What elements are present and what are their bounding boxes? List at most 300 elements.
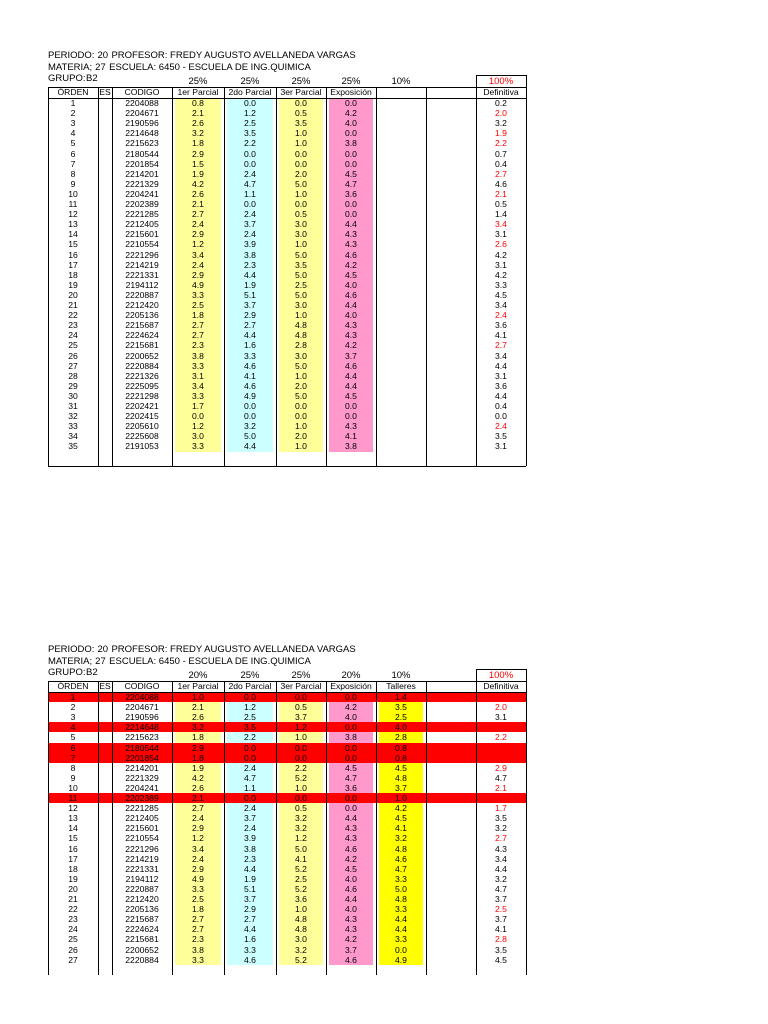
grade-cell: 0.0 [345, 803, 357, 814]
grade-cell: 2.2 [295, 762, 307, 773]
definitiva-cell: 2.6 [495, 239, 507, 250]
definitiva-cell: 2.7 [495, 833, 507, 844]
grade-cell: 5.0 [295, 249, 307, 260]
definitiva-cell: 4.2 [495, 249, 507, 260]
grade-cell: 0.0 [345, 692, 357, 702]
grid-line [48, 87, 526, 88]
codigo-cell: 2221329 [125, 772, 159, 783]
codigo-cell: 2215623 [125, 732, 159, 743]
orden-cell: 2 [70, 702, 76, 713]
grid-line [48, 87, 49, 466]
grade-cell: 3.8 [244, 843, 256, 854]
grade-cell: 2.0 [295, 380, 307, 391]
definitiva-cell: 3.7 [495, 914, 507, 925]
codigo-cell: 2221326 [125, 370, 159, 381]
grade-cell: 0.0 [295, 199, 307, 209]
profesor-text: PROFESOR: FREDY AUGUSTO AVELLANEDA VARGAS [111, 50, 356, 61]
grade-cell: 4.4 [395, 924, 407, 935]
grade-cell: 4.5 [395, 762, 407, 773]
codigo-cell: 2200652 [125, 944, 159, 955]
grade-cell: 4.0 [345, 118, 357, 129]
grade-cell: 5.0 [295, 289, 307, 300]
weight-total: 100% [488, 76, 514, 87]
definitiva-cell: 1.4 [495, 209, 507, 220]
codigo-cell: 2221329 [125, 178, 159, 189]
grade-cell: 1.8 [192, 310, 204, 321]
definitiva-cell: 3.1 [495, 441, 507, 452]
grade-cell: 4.1 [395, 823, 407, 834]
definitiva-cell: 2.1 [495, 188, 507, 199]
orden-cell: 8 [70, 762, 76, 773]
grade-cell: 2.7 [192, 803, 204, 814]
definitiva-cell: 3.5 [495, 431, 507, 442]
grade-cell: 3.2 [395, 833, 407, 844]
grade-cell: 4.0 [345, 873, 357, 884]
grade-cell: 0.0 [345, 148, 357, 159]
grade-cell: 0.8 [395, 742, 407, 753]
grade-cell: 0.8 [192, 98, 204, 108]
materia-value: 27 [95, 656, 106, 667]
grade-cell: 3.5 [244, 722, 256, 733]
codigo-cell: 2205136 [125, 310, 159, 321]
grade-cell: 1.4 [395, 692, 407, 702]
grade-cell: 0.0 [345, 128, 357, 139]
grade-cell: 2.8 [295, 340, 307, 351]
grade-cell: 2.9 [192, 148, 204, 159]
grade-cell: 1.2 [295, 833, 307, 844]
grid-line [224, 681, 225, 975]
column-header: Definitiva [483, 681, 519, 691]
orden-cell: 6 [70, 148, 76, 159]
grade-cell: 4.4 [244, 269, 256, 280]
grid-line [376, 681, 377, 975]
grade-cell: 0.5 [295, 209, 307, 220]
definitiva-cell: 4.2 [495, 269, 507, 280]
grade-cell: 4.0 [345, 712, 357, 723]
orden-cell: 10 [68, 188, 78, 199]
grade-cell: 0.0 [345, 742, 357, 753]
orden-cell: 28 [68, 370, 78, 381]
codigo-cell: 2224624 [125, 330, 159, 341]
orden-cell: 20 [68, 289, 78, 300]
grade-cell: 0.0 [295, 752, 307, 763]
codigo-cell: 2194112 [125, 279, 159, 290]
grade-cell: 4.8 [395, 843, 407, 854]
definitiva-cell: 2.5 [495, 904, 507, 915]
codigo-cell: 2215687 [125, 320, 159, 331]
grade-cell: 2.3 [192, 340, 204, 351]
definitiva-cell: 4.3 [495, 843, 507, 854]
grade-cell: 0.5 [295, 803, 307, 814]
grade-cell: 2.4 [192, 259, 204, 270]
grid-line [98, 681, 99, 975]
grade-cell: 2.4 [244, 209, 256, 220]
orden-cell: 1 [70, 692, 76, 702]
grade-cell: 0.0 [345, 752, 357, 763]
orden-cell: 32 [68, 411, 78, 422]
materia-line [48, 656, 311, 667]
grade-cell: 2.5 [244, 712, 256, 723]
weight-2: 25% [240, 670, 260, 681]
definitiva-cell: 3.1 [495, 712, 507, 723]
grade-cell: 3.3 [192, 883, 204, 894]
column-header: ÓRDEN [57, 87, 89, 97]
orden-cell: 17 [68, 259, 78, 270]
orden-cell: 33 [68, 421, 78, 432]
definitiva-cell: 2.7 [495, 340, 507, 351]
grade-cell: 4.5 [345, 168, 357, 179]
codigo-cell: 2214648 [125, 128, 159, 139]
definitiva-cell: 4.6 [495, 178, 507, 189]
codigo-cell: 2202415 [125, 411, 159, 422]
grade-cell: 1.2 [244, 108, 256, 119]
grid-line [276, 87, 277, 466]
orden-cell: 34 [68, 431, 78, 442]
grade-cell: 1.0 [295, 239, 307, 250]
codigo-cell: 2215681 [125, 340, 159, 351]
grade-cell: 3.5 [295, 118, 307, 129]
orden-cell: 7 [70, 158, 76, 169]
definitiva-cell: 3.4 [495, 300, 507, 310]
grade-cell: 4.4 [395, 914, 407, 925]
grade-cell: 1.2 [192, 833, 204, 844]
grid-line [276, 681, 277, 975]
grade-cell: 0.0 [295, 148, 307, 159]
grade-cell: 2.6 [192, 118, 204, 129]
grade-cell: 2.7 [244, 320, 256, 331]
periodo-line [48, 50, 356, 61]
codigo-cell: 2221298 [125, 390, 159, 401]
materia-line [48, 62, 311, 73]
codigo-cell: 2225608 [125, 431, 159, 442]
grade-cell: 3.3 [192, 289, 204, 300]
codigo-cell: 2190596 [125, 712, 159, 723]
grade-cell: 1.8 [192, 138, 204, 149]
grade-cell: 4.8 [295, 330, 307, 341]
grade-cell: 3.4 [192, 380, 204, 391]
grid-line [112, 87, 113, 466]
grid-line [526, 75, 527, 466]
grade-cell: 4.6 [345, 360, 357, 371]
orden-cell: 11 [68, 199, 78, 209]
codigo-cell: 2215687 [125, 914, 159, 925]
codigo-cell: 2220884 [125, 360, 159, 371]
grade-cell: 2.4 [192, 853, 204, 864]
grade-cell: 3.7 [244, 219, 256, 230]
orden-cell: 1 [70, 98, 76, 108]
grid-line [326, 87, 327, 466]
orden-cell: 21 [68, 894, 78, 904]
grade-cell: 1.8 [192, 904, 204, 915]
codigo-cell: 2214219 [125, 853, 159, 864]
grade-cell: 4.8 [395, 772, 407, 783]
grade-cell: 4.9 [192, 279, 204, 290]
orden-cell: 8 [70, 168, 76, 179]
grade-cell: 5.1 [244, 289, 256, 300]
grade-cell: 1.0 [295, 904, 307, 915]
grade-cell: 3.7 [244, 300, 256, 310]
codigo-cell: 2180544 [125, 148, 159, 159]
definitiva-cell: 4.7 [495, 772, 507, 783]
grid-line [326, 681, 327, 975]
grade-cell: 4.3 [345, 924, 357, 935]
grade-cell: 4.6 [244, 360, 256, 371]
grade-cell: 0.0 [345, 158, 357, 169]
codigo-cell: 2212405 [125, 813, 159, 824]
grade-cell: 0.0 [295, 742, 307, 753]
grade-cell: 4.6 [395, 853, 407, 864]
weight-5: 10% [391, 76, 411, 87]
grade-cell: 4.0 [345, 310, 357, 321]
grade-cell: 3.0 [295, 934, 307, 945]
weight-2: 25% [240, 76, 260, 87]
grade-cell: 3.3 [395, 873, 407, 884]
definitiva-cell: 4.4 [495, 390, 507, 401]
grade-cell: 2.3 [192, 934, 204, 945]
orden-cell: 27 [68, 360, 78, 371]
grade-cell: 1.2 [192, 421, 204, 432]
grade-cell: 3.3 [395, 904, 407, 915]
grade-cell: 4.4 [345, 219, 357, 230]
codigo-cell: 2212420 [125, 894, 159, 904]
orden-cell: 3 [70, 118, 76, 129]
grade-cell: 1.2 [192, 239, 204, 250]
grade-cell: 3.1 [192, 370, 204, 381]
orden-cell: 17 [68, 853, 78, 864]
grade-cell: 5.1 [244, 883, 256, 894]
grade-cell: 5.2 [295, 772, 307, 783]
grade-cell: 3.3 [244, 350, 256, 361]
grade-cell: 4.4 [345, 370, 357, 381]
periodo-value: 20 [97, 50, 109, 61]
grade-cell: 2.2 [244, 732, 256, 743]
grade-cell: 3.7 [244, 813, 256, 824]
grade-cell: 4.9 [192, 873, 204, 884]
grid-line [48, 681, 526, 682]
definitiva-cell: 3.6 [495, 320, 507, 331]
grade-cell: 3.7 [345, 944, 357, 955]
grade-cell: 2.5 [295, 279, 307, 290]
grade-cell: 2.5 [244, 118, 256, 129]
grade-cell: 4.7 [244, 772, 256, 783]
grade-cell: 3.5 [395, 702, 407, 713]
grade-cell: 0.0 [244, 158, 256, 169]
codigo-cell: 2215681 [125, 934, 159, 945]
definitiva-cell: 3.1 [495, 370, 507, 381]
grade-cell: 1.0 [295, 138, 307, 149]
grade-cell: 0.0 [244, 793, 256, 803]
grade-cell: 1.7 [192, 401, 204, 411]
grade-cell: 3.7 [345, 350, 357, 361]
definitiva-cell: 3.7 [495, 894, 507, 904]
codigo-cell: 2215601 [125, 823, 159, 834]
codigo-cell: 2221285 [125, 803, 159, 814]
definitiva-cell: 2.1 [495, 782, 507, 793]
codigo-cell: 2205136 [125, 904, 159, 915]
orden-cell: 12 [68, 803, 78, 814]
definitiva-cell: 3.4 [495, 219, 507, 230]
grade-cell: 0.0 [345, 199, 357, 209]
column-header: Definitiva [483, 87, 519, 97]
escuela-text: ESCUELA: 6450 - ESCUELA DE ING.QUIMICA [109, 656, 311, 667]
grade-cell: 4.5 [345, 863, 357, 874]
profesor-text: PROFESOR: FREDY AUGUSTO AVELLANEDA VARGAS [111, 644, 356, 655]
grade-cell: 2.1 [192, 702, 204, 713]
grade-cell: 2.7 [192, 209, 204, 220]
grade-cell: 2.3 [244, 853, 256, 864]
grade-cell: 0.0 [295, 411, 307, 422]
grade-cell: 3.5 [244, 128, 256, 139]
grade-cell: 3.3 [192, 441, 204, 452]
definitiva-cell: 0.4 [495, 401, 507, 411]
grade-cell: 1.8 [192, 732, 204, 743]
orden-cell: 23 [68, 320, 78, 331]
codigo-cell: 2180544 [125, 742, 159, 753]
column-header: 1er Parcial [177, 87, 219, 97]
weight-1: 25% [188, 76, 208, 87]
grade-cell: 2.3 [244, 259, 256, 270]
definitiva-cell: 3.2 [495, 118, 507, 129]
grid-line [376, 87, 377, 466]
grade-cell: 3.0 [192, 431, 204, 442]
orden-cell: 5 [70, 138, 76, 149]
orden-cell: 18 [68, 269, 78, 280]
codigo-cell: 2215601 [125, 229, 159, 240]
grade-cell: 4.4 [244, 330, 256, 341]
grade-cell: 3.3 [244, 944, 256, 955]
definitiva-cell: 2.4 [495, 421, 507, 432]
column-header: CODIGO [124, 681, 160, 691]
grade-cell: 2.2 [244, 138, 256, 149]
grade-cell: 2.1 [192, 199, 204, 209]
grade-cell: 4.8 [295, 320, 307, 331]
orden-cell: 20 [68, 883, 78, 894]
grade-cell: 2.7 [192, 924, 204, 935]
grade-cell: 3.8 [192, 944, 204, 955]
codigo-cell: 2204671 [125, 702, 159, 713]
grade-cell: 4.1 [244, 370, 256, 381]
definitiva-cell: 0.0 [495, 411, 507, 422]
grade-cell: 1.0 [295, 370, 307, 381]
grade-cell: 2.9 [192, 229, 204, 240]
definitiva-cell: 4.1 [495, 924, 507, 935]
grade-cell: 5.0 [295, 178, 307, 189]
grid-line [476, 669, 477, 975]
materia-value: 27 [95, 62, 106, 73]
grade-cell: 3.8 [345, 138, 357, 149]
grade-cell: 1.2 [295, 722, 307, 733]
grade-cell: 4.4 [244, 441, 256, 452]
grade-cell: 4.2 [345, 853, 357, 864]
grade-cell: 2.9 [192, 742, 204, 753]
codigo-cell: 2201854 [125, 752, 159, 763]
grade-cell: 4.7 [244, 178, 256, 189]
orden-cell: 7 [70, 752, 76, 763]
grade-cell: 4.3 [345, 823, 357, 834]
orden-cell: 13 [68, 813, 78, 824]
orden-cell: 4 [70, 128, 76, 139]
grade-cell: 4.4 [345, 300, 357, 310]
grade-cell: 4.5 [345, 390, 357, 401]
column-header: CODIGO [124, 87, 160, 97]
definitiva-cell: 2.9 [495, 762, 507, 773]
grid-line [172, 681, 173, 975]
grade-cell: 5.2 [295, 863, 307, 874]
grade-cell: 2.1 [192, 108, 204, 119]
codigo-cell: 2214219 [125, 259, 159, 270]
grade-cell: 3.8 [244, 249, 256, 260]
grade-cell: 3.5 [295, 259, 307, 270]
column-header: 2do Parcial [228, 87, 272, 97]
grade-cell: 4.6 [345, 883, 357, 894]
definitiva-cell: 4.7 [495, 883, 507, 894]
grade-cell: 2.7 [192, 330, 204, 341]
grade-cell: 3.2 [192, 722, 204, 733]
grade-cell: 2.6 [192, 712, 204, 723]
grade-cell: 3.8 [345, 441, 357, 452]
grade-cell: 4.3 [345, 330, 357, 341]
definitiva-cell: 3.4 [495, 853, 507, 864]
column-header: ES [99, 681, 111, 691]
grade-cell: 4.0 [395, 722, 407, 733]
orden-cell: 24 [68, 330, 78, 341]
definitiva-cell: 1.7 [495, 803, 507, 814]
orden-cell: 11 [68, 793, 78, 803]
orden-cell: 6 [70, 742, 76, 753]
grade-cell: 2.5 [192, 300, 204, 310]
codigo-cell: 2221296 [125, 843, 159, 854]
grade-cell: 0.0 [345, 98, 357, 108]
definitiva-cell: 3.5 [495, 813, 507, 824]
grupo-value: B2 [86, 667, 98, 678]
grade-cell: 2.9 [192, 863, 204, 874]
materia-label: MATERIA; [48, 62, 93, 73]
column-header: Exposición [330, 87, 372, 97]
grade-cell: 2.5 [395, 712, 407, 723]
column-header: 1er Parcial [177, 681, 219, 691]
orden-cell: 21 [68, 300, 78, 310]
grade-cell: 4.6 [345, 954, 357, 965]
orden-cell: 22 [68, 904, 78, 915]
grade-cell: 1.0 [295, 128, 307, 139]
definitiva-cell: 0.4 [495, 158, 507, 169]
grade-cell: 0.0 [295, 401, 307, 411]
grade-cell: 2.8 [395, 732, 407, 743]
codigo-cell: 2220884 [125, 954, 159, 965]
grade-cell: 0.0 [395, 944, 407, 955]
orden-cell: 15 [68, 239, 78, 250]
grade-cell: 4.3 [345, 320, 357, 331]
grid-line [426, 87, 427, 466]
grade-cell: 4.2 [192, 772, 204, 783]
grade-cell: 3.0 [295, 219, 307, 230]
codigo-cell: 2204241 [125, 188, 159, 199]
definitiva-cell: 2.2 [495, 732, 507, 743]
grade-cell: 3.4 [192, 249, 204, 260]
grade-cell: 4.8 [395, 894, 407, 904]
grade-cell: 0.5 [295, 108, 307, 119]
grade-cell: 1.0 [295, 310, 307, 321]
codigo-cell: 2221331 [125, 269, 159, 280]
grade-cell: 1.6 [244, 934, 256, 945]
grade-cell: 2.7 [192, 914, 204, 925]
grid-line [112, 681, 113, 975]
weight-3: 25% [291, 76, 311, 87]
grade-cell: 1.2 [244, 702, 256, 713]
column-header: ES [99, 87, 111, 97]
grade-cell: 0.0 [345, 401, 357, 411]
codigo-cell: 2201854 [125, 158, 159, 169]
